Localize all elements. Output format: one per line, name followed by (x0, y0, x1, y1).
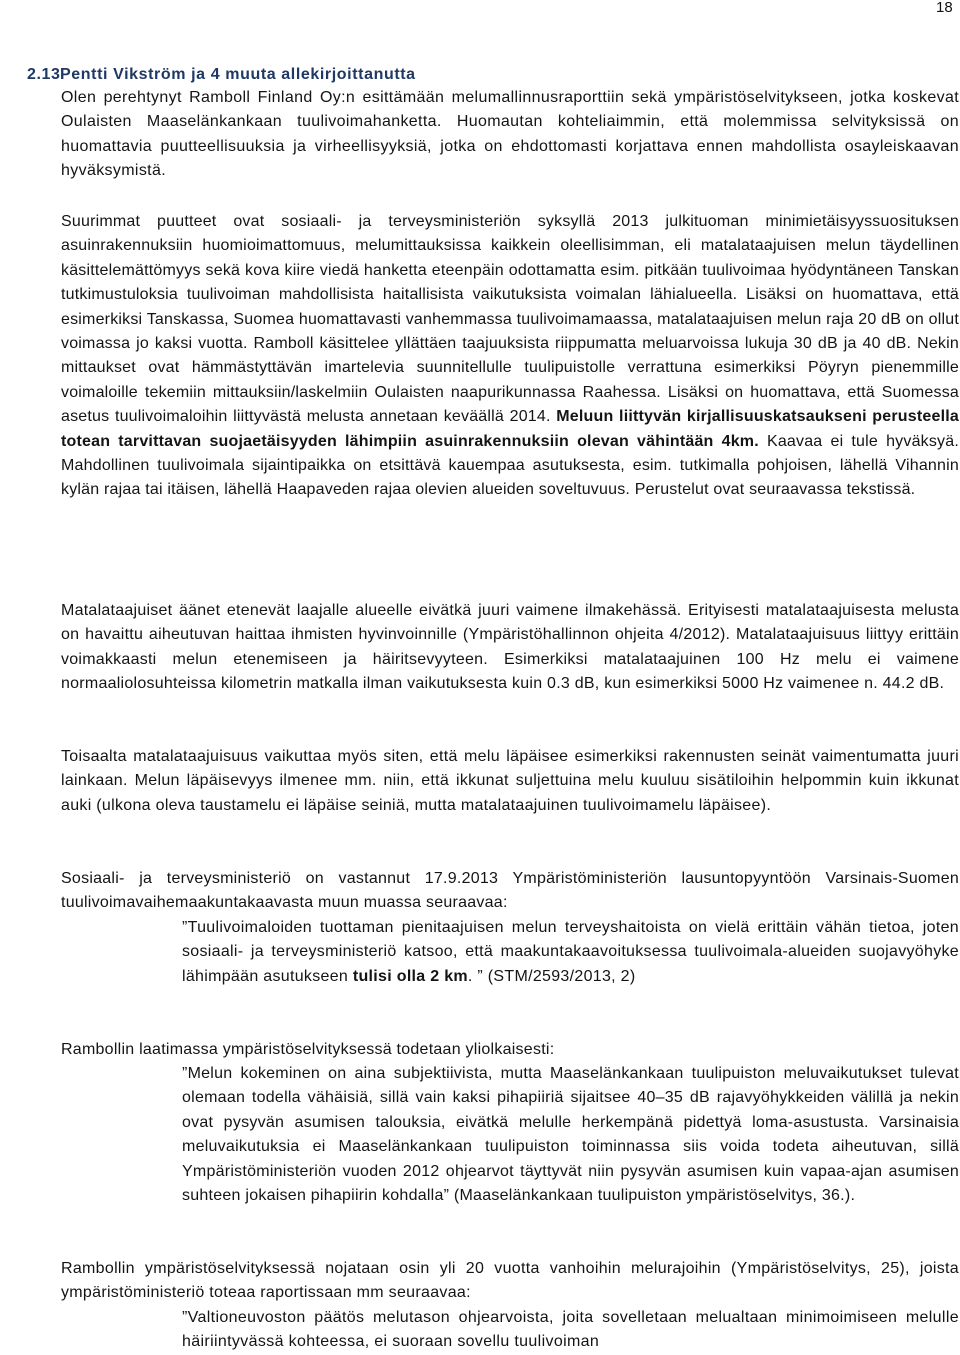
paragraph-main-shortcomings (61, 210, 959, 503)
paragraph-intro: Olen perehtynyt Ramboll Finland Oy:n esittämään melumallinnusraporttiin sekä ympäristöselvitykseen, jotka koskevat Oulaisten Maaselänkankaan tuulivoimahanketta. Huomautan kohteliaimmin, että molemmissa selvityksissä on huomattavia puutteellisuuksia ja virheellisyyksiä, jotka on ehdottomasti korjattava ennen mahdollista osayleiskaavan hyväksymistä. (61, 89, 959, 180)
section-number: 2.13 (27, 66, 61, 83)
paragraph-ramboll-statement: Rambollin laatimassa ympäristöselvityksessä todetaan yliolkaisesti: (61, 1041, 555, 1058)
paragraph-ministry-statement: Sosiaali- ja terveysministeriö on vastannut 17.9.2013 Ympäristöministeriön lausuntopyyntöön Varsinais-Suomen tuulivoimavaihemaakuntakaavasta muun muassa seuraavaa: (61, 870, 959, 912)
paragraph-wall-penetration: Toisaalta matalataajuisuus vaikuttaa myös siten, että melu läpäisee esimerkiksi rakennusten seinät vaimentumatta juuri lainkaan. Melun läpäisevyys ilmenee mm. niin, että ikkunat suljettuina melu kuuluu sisätiloihin helpommin kuin ikkunat auki (ulkona oleva taustamelu ei läpäise seiniä, mutta matalataajuinen tuulivoimamelu läpäisee). (61, 748, 959, 814)
page-number: 18 (936, 0, 953, 16)
paragraph-main-text-a: Suurimmat puutteet ovat sosiaali- ja terveysministeriön syksyllä 2013 julkituoman minimietäisyyssuosituksen asuinrakennuksiin huomioimattomuus, melumittauksissa kaikkein oleellisimman, eli matalataajuisen melun täydellinen käsittelemättömyys sekä kova kiire viedä hanketta eteenpäin odottamatta esim. pitkään tuulivoimaa hyödyntäneen Tanskan tutkimustuloksia tuulivoiman mahdollisista haitallisista vaikutuksista voimalan lähialueella. Lisäksi on huomattava, että esimerkiksi Tanskassa, Suomea huomattavasti vanhemmassa tuulivoimamaassa, matalataajuisen melun raja 20 dB on ollut voimassa jo kaksi vuotta. Ramboll käsittelee yllättäen taajuuksista riippumatta meluarvoissa lukuja 30 dB ja 40 dB. Nekin mittaukset ovat hämmästyttävän imartelevia suunnitellulle tuulipuistolle verrattuna esimerkiksi Pöyryn pienemmille voimaloille tekemiin mittauksiin/laskelmiin Oulaisten naapurikunnassa Raahessa. Lisäksi on huomattava, että Suomessa asetus tuulivoimaloihin liittyvästä melusta annetaan keväällä 2014. (61, 213, 959, 426)
paragraph-main-text-c: Kaavaa ei tule hyväksyä. Mahdollinen tuulivoimala sijaintipaikka on etsittävä kauempaa asutuksesta, esim. tutkimalla pohjoisen, lähellä Vihannin kylän rajaa tai itäisen, lähellä Haapaveden rajaa olevien alueiden soveltuvuus. Perustelut ovat seuraavassa tekstissä. (61, 432, 960, 499)
quote-ministry (182, 916, 959, 989)
section-title: Pentti Vikström ja 4 muuta allekirjoittanutta (60, 66, 416, 83)
section-heading (27, 66, 416, 84)
quote-ministry-bold: tulisi olla 2 km (352, 967, 468, 985)
paragraph-old-limits: Rambollin ympäristöselvityksessä nojataan osin yli 20 vuotta vanhoihin melurajoihin (Ympäristöselvitys, 25), joista ympäristöministeriö toteaa raportissaan mm seuraavaa: (61, 1260, 959, 1302)
quote-government-decision: ”Valtioneuvoston päätös melutason ohjearvoista, joita sovelletaan melualtaan minimoimiseen melulle häiriintyvässä kohteessa, ei suoraan sovellu tuulivoiman (182, 1309, 959, 1351)
quote-ramboll: ”Melun kokeminen on aina subjektiivista, mutta Maaselänkankaan tuulipuiston meluvaikutukset tulevat olemaan todella vähäisiä, sillä vain kaksi pihapiiriä sijaitsee 40–35 dB rajavyöhykkeiden välillä ja nekin ovat pysyvän asumisen talouksia, eivätkä melulle herkempänä pidettyä loma-asustusta. Varsinaisia meluvaikutuksia ei Maaselänkankaan tuulipuiston toiminnassa siis voida todeta aiheutuvan, sillä Ympäristöministeriön vuoden 2012 ohjearvot täyttyvät niin pysyvän asumisen kuin vapaa-ajan asumisen suhteen jokaisen pihapiirin kohdalla” (Maaselänkankaan tuulipuiston ympäristöselvitys, 36.). (182, 1065, 959, 1205)
quote-ministry-text-c: . ” (STM/2593/2013, 2) (467, 967, 636, 985)
quote-ministry-text-a: ”Tuulivoimaloiden tuottaman pienitaajuisen melun terveyshaitoista on vielä erittäin vähän tietoa, joten sosiaali- ja terveysministeriö katsoo, että maakuntakaavoituksessa tuulivoimala-alueiden suojavyöhyke lähimpään asutukseen (182, 919, 959, 985)
paragraph-main-bold-conclusion: Meluun liittyvän kirjallisuuskatsaukseni perusteella totean tarvittavan suojaetäisyyden lähimpiin asuinrakennuksiin olevan vähintään 4km. (61, 408, 959, 450)
paragraph-low-frequency: Matalataajuiset äänet etenevät laajalle alueelle eivätkä juuri vaimene ilmakehässä. Erityisesti matalataajuisesta melusta on havaittu aiheutuvan haittaa ihmisten hyvinvoinnille (Ympäristöhallinnon ohjeita 4/2012). Matalataajuisuus liittyy erittäin voimakkaasti melun etenemiseen ja häiritsevyyteen. Esimerkiksi matalataajuinen 100 Hz melu ei vaimene normaaliolosuhteissa kilometrin matkalla ilman vaikutuksesta kuin 0.3 dB, kun esimerkiksi 5000 Hz vaimenee n. 44.2 dB. (61, 602, 959, 693)
